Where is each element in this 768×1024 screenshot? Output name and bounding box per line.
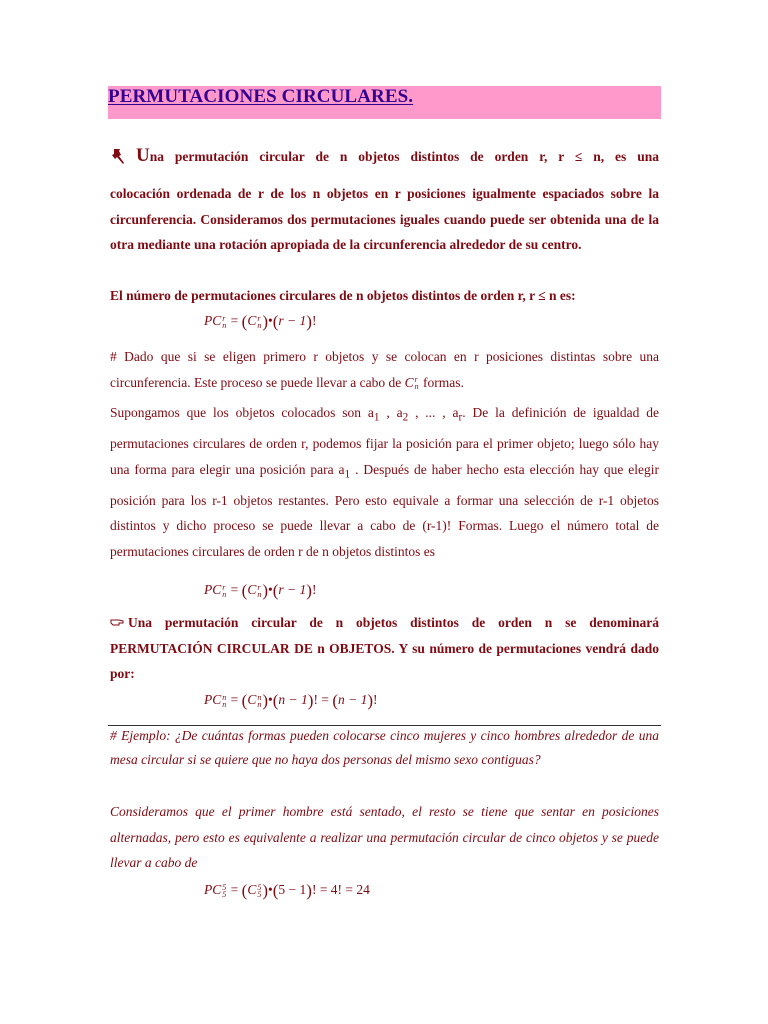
pushpin-icon <box>111 148 125 164</box>
formula-c-sup: n <box>257 692 262 702</box>
explanation-text: . De la definición de igualdad de permutaciones circulares de orden r, podemos fijar la posición para el primer objeto; luego sólo hay una forma para elegir una posición para a <box>110 405 659 477</box>
formula-result: ! = 4! = 24 <box>311 882 370 897</box>
formula-factorial: ! <box>311 582 317 597</box>
subscript: 2 <box>402 411 409 424</box>
formula-combination: C <box>247 313 257 328</box>
formula-rest-2: n − 1 <box>337 692 368 707</box>
formula-lhs-sup: r <box>222 582 226 592</box>
formula-combination: C <box>247 882 257 897</box>
pointing-hand-icon <box>110 618 124 626</box>
formula-rest: 5 − 1 <box>278 882 307 897</box>
formula-dot: • <box>268 313 273 328</box>
formula-lhs-sup: 5 <box>222 882 227 892</box>
explanation-paragraph-1 <box>110 344 659 395</box>
formula-c-sup: r <box>257 582 261 592</box>
definition-line-1-text: na permutación circular de n objetos distintos de orden r, r ≤ n, es una <box>149 149 659 164</box>
formula-lhs: PC <box>204 313 222 328</box>
formula-dot: • <box>268 582 273 597</box>
formula-c-sub: n <box>257 699 262 709</box>
formula-c-sup: 5 <box>257 882 262 892</box>
count-statement: El número de permutaciones circulares de n objetos distintos de orden r, r ≤ n es: <box>110 288 576 303</box>
formula-factorial: ! <box>311 313 317 328</box>
formula-c-sub: 5 <box>257 889 262 899</box>
formula-factorial-equals: ! = <box>313 692 329 707</box>
inline-c-sup: r <box>414 375 418 385</box>
explanation-text: # Dado que si se eligen primero r objetos y se colocan en r posiciones distintas sobre una circunferencia. Este proceso se puede llevar a cabo de <box>110 349 659 390</box>
formula-c-sup: r <box>257 313 261 323</box>
formula-dot: • <box>268 692 273 707</box>
definition-n-text-b: PERMUTACIÓN CIRCULAR DE n OBJETOS. Y su número de permutaciones vendrá dado por: <box>110 640 659 681</box>
definition-body: colocación ordenada de r de los n objetos en r posiciones igualmente espaciados sobre la circunferencia. Consideramos dos permutaciones iguales cuando puede ser obtenida una de la otra mediante una rotación apropiada de la circunferencia alrededor de su centro. <box>110 186 659 252</box>
formula-c-sub: n <box>257 320 262 330</box>
formula-circular-n-objects: PC n n = (C n n )•(n − 1)! = (n − 1)! <box>204 691 378 710</box>
formula-rest: r − 1 <box>278 313 307 328</box>
formula-lhs-sub: n <box>222 589 227 599</box>
example-question: # Ejemplo: ¿De cuántas formas pueden colocarse cinco mujeres y cinco hombres alrededor de una mesa circular si se quiere que no haya dos personas del mismo sexo contiguas? <box>110 728 659 767</box>
formula-example-result: PC 5 5 = (C 5 5 )•(5 − 1)! = 4! = 24 <box>204 881 370 900</box>
formula-equals: = <box>230 882 239 897</box>
formula-lhs: PC <box>204 692 222 707</box>
formula-equals: = <box>230 582 239 597</box>
definition-n-objects <box>110 610 659 687</box>
formula-lhs: PC <box>204 882 222 897</box>
inline-c-sub: n <box>414 382 419 392</box>
formula-lhs-sub: n <box>222 699 227 709</box>
subscript: 1 <box>373 411 380 424</box>
formula-equals: = <box>230 313 239 328</box>
subscript: 1 <box>344 468 351 481</box>
formula-circular-permutations-2: PC r n = (C r n )•(r − 1)! <box>204 581 317 600</box>
subscript: r <box>458 411 463 424</box>
formula-equals: = <box>230 692 239 707</box>
formula-factorial: ! <box>373 692 378 707</box>
explanation-text: , ... , a <box>408 405 459 420</box>
formula-circular-permutations: PC r n = (C r n )•(r − 1)! <box>204 312 317 331</box>
page-title: PERMUTACIONES CIRCULARES. <box>108 86 414 107</box>
explanation-text: . Después de haber hecho esta elección hay que elegir posición para los r-1 objetos restantes. Pero esto equivale a formar una selección de r-1 objetos distintos y dicho proceso se puede llevar a cabo de (r-1)! Formas. Luego el número total de permutaciones circulares de orden r de n objetos distintos es <box>110 461 659 559</box>
formula-lhs-sup: n <box>222 692 227 702</box>
formula-combination: C <box>247 582 257 597</box>
formula-lhs: PC <box>204 582 222 597</box>
definition-n-text-a: Una permutación circular de n objetos distintos de orden n se denominará <box>128 615 659 630</box>
formula-combination: C <box>247 692 257 707</box>
lead-letter: U <box>136 145 150 166</box>
inline-combination: C <box>404 374 414 390</box>
formula-c-sub: n <box>257 589 262 599</box>
formula-rest: r − 1 <box>278 582 307 597</box>
formula-lhs-sub: 5 <box>222 889 227 899</box>
formula-lhs-sup: r <box>222 313 226 323</box>
explanation-text-end: formas. <box>419 374 464 390</box>
explanation-text: , a <box>379 405 403 420</box>
example-answer: Consideramos que el primer hombre está sentado, el resto se tiene que sentar en posiciones alternadas, pero esto es equivalente a realizar una permutación circular de cinco objetos y se puede llevar a cabo de <box>110 804 659 870</box>
definition-line-1 <box>136 143 659 170</box>
formula-lhs-sub: n <box>222 320 227 330</box>
explanation-paragraph-2 <box>110 400 659 564</box>
explanation-text: Supongamos que los objetos colocados son a <box>110 405 374 420</box>
formula-rest: n − 1 <box>278 692 308 707</box>
formula-dot: • <box>268 882 273 897</box>
